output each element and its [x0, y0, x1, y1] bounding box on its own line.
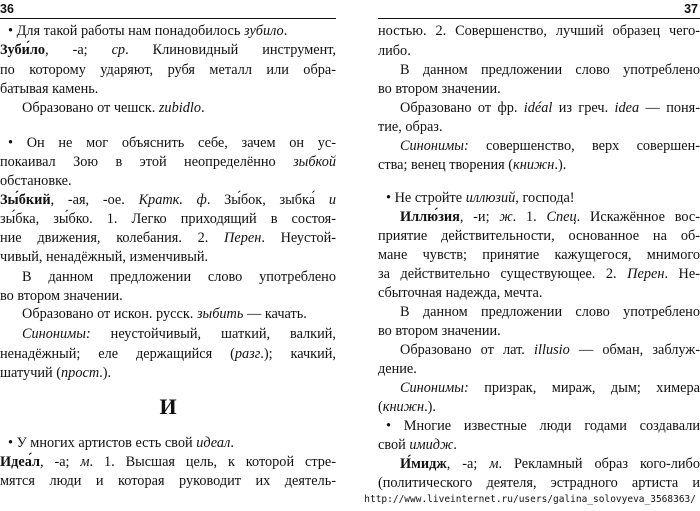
left-line-16: Синонимы: неустойчивый, шаткий, валкий,: [22, 326, 336, 342]
left-line-15: Образовано от искон. русск. зыбить — качать.: [22, 306, 307, 322]
right-line-2: либо.: [378, 43, 411, 59]
left-line-5: Образовано от чешск. zubidlo.: [22, 100, 205, 116]
right-line-1: ностью. 2. Совершенство, лучший образец чего-: [378, 23, 700, 39]
left-line-18: шатучий (прост.).: [0, 365, 112, 381]
right-line-24: (политического деятеля, эстрадного артиста и: [378, 475, 700, 491]
right-line-13: за действительно существующее. 2. Перен. Не-: [378, 266, 700, 282]
right-line-11: приятие действительности, основанное на об-: [378, 228, 700, 244]
right-line-5: Образовано от фр. idéal из греч. idea — поня-: [400, 100, 700, 116]
left-line-1: • Для такой работы нам понадобилось зубило.: [8, 23, 288, 39]
left-line-7: покаивал Зою в этой неопределённо зыбкой: [0, 154, 336, 170]
right-line-4: во втором значении.: [378, 81, 501, 97]
section-letter-heading: И: [159, 394, 177, 419]
left-page-number: 36: [0, 2, 14, 16]
right-line-17: Образовано от лат. illusio — обман, заблуж-: [400, 342, 700, 358]
right-line-22: свой имидж.: [378, 437, 457, 453]
right-page-number: 37: [684, 2, 698, 16]
source-url-watermark: http://www.liveinternet.ru/users/galina_solovyeva_3568363/: [364, 494, 696, 505]
left-line-6: • Он не мог объяснить себе, зачем он ус-: [8, 135, 336, 151]
right-line-19: Синонимы: призрак, мираж, дым; химера: [400, 380, 700, 396]
right-line-18: дение.: [378, 361, 417, 377]
right-line-16: во втором значении.: [378, 323, 501, 339]
left-line-8: обстановке.: [0, 173, 72, 189]
left-line-3: по которому ударяют, рубя металл или обра-: [0, 62, 336, 78]
right-line-23: И́мидж, -а; м. Рекламный образ кого-либо: [400, 456, 700, 472]
right-line-10: Иллю́зия, -и; ж. 1. Спец. Искажённое вос-: [400, 209, 700, 225]
right-line-7: Синонимы: совершенство, верх совершен-: [400, 138, 700, 154]
right-line-6: тие, образ.: [378, 119, 443, 135]
left-line-10: зы́бка, зы́бко. 1. Легко приходящий в состоя-: [0, 211, 336, 227]
left-line-13: В данном предложении слово употреблено: [22, 269, 336, 285]
left-line-12: чивый, ненадёжный, изменчивый.: [0, 249, 209, 265]
left-running-head: [0, 2, 336, 19]
left-line-19: • У многих артистов есть свой идеал.: [8, 435, 234, 451]
left-line-20: Идеа́л, -а; м. 1. Высшая цель, к которой стре-: [0, 454, 336, 470]
left-line-4: батывая камень.: [0, 81, 99, 97]
left-line-17: ненадёжный; еле держащийся (разг.); качкий,: [0, 346, 337, 362]
left-line-11: ние движения, колебания. 2. Перен. Неустой-: [0, 230, 337, 246]
left-page: [0, 0, 336, 511]
right-line-12: мане чувств; принятие кажущегося, мнимого: [378, 247, 700, 263]
right-line-8: ства; венец творения (книжн.).: [378, 157, 567, 173]
left-line-14: во втором значении.: [0, 288, 123, 304]
left-line-2: Зуби́ло, -а; ср. Клиновидный инструмент,: [0, 42, 336, 58]
left-line-21: мятся люди и которая руководит их деятель-: [0, 473, 336, 489]
right-running-head: [378, 2, 700, 19]
right-line-9: • Не стройте иллюзий, господа!: [386, 190, 575, 206]
right-page: [378, 0, 700, 511]
left-line-9: Зы́бкий, -ая, -ое. Кратк. ф. Зы́бок, зыбка́ и: [0, 192, 336, 208]
right-line-21: • Многие известные люди годами создавали: [386, 418, 700, 434]
right-line-20: (книжн.).: [378, 399, 437, 415]
right-line-15: В данном предложении слово употреблено: [400, 304, 700, 320]
right-line-14: сбыточная надежда, мечта.: [378, 285, 543, 301]
right-line-3: В данном предложении слово употреблено: [400, 62, 700, 78]
